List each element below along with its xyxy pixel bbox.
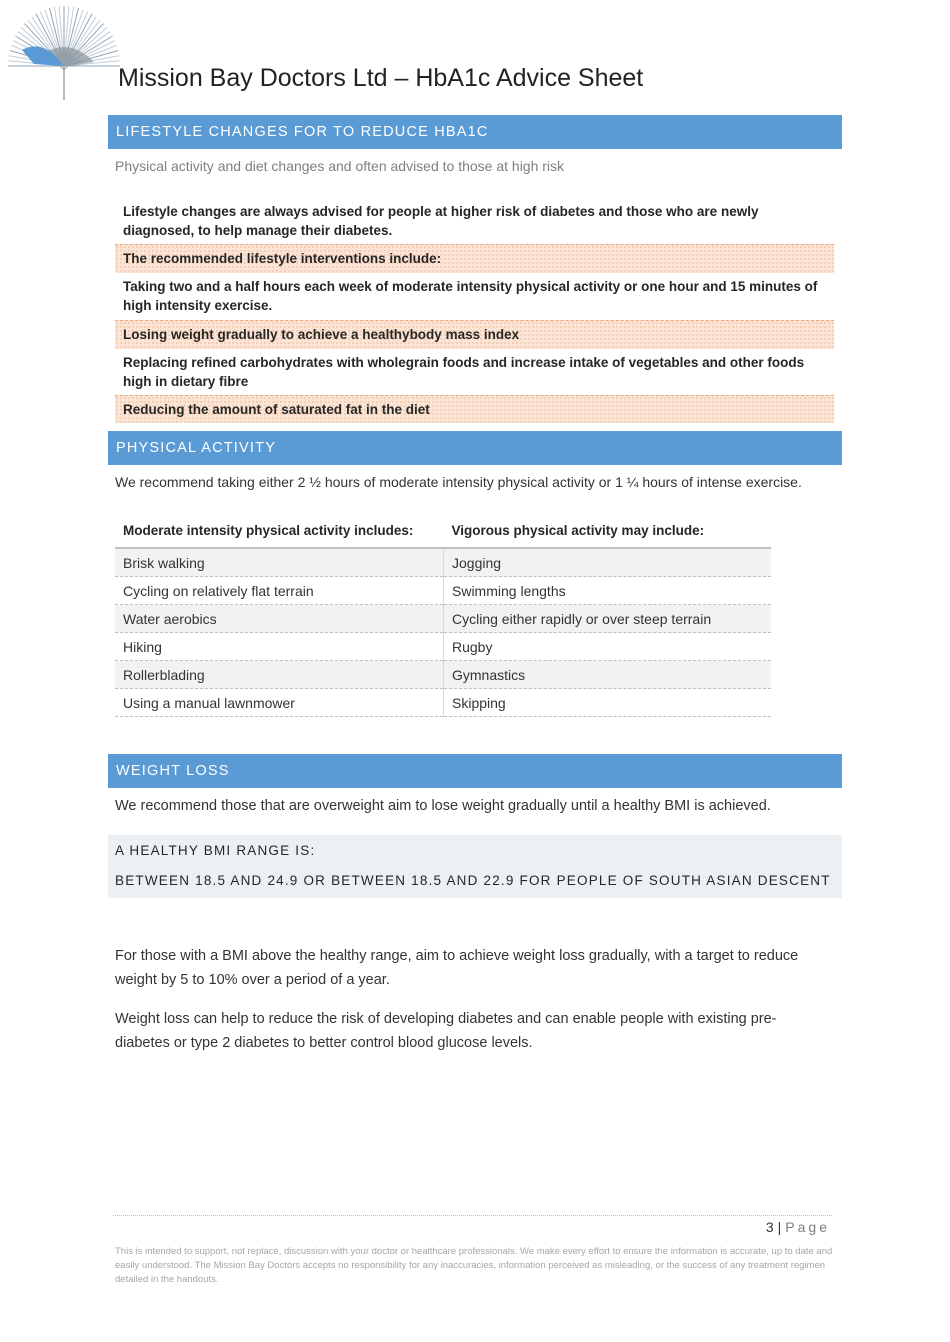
table-row [115, 689, 771, 717]
lifestyle-row: Lifestyle changes are always advised for people at higher risk of diabetes and those who are newly diagnosed, to help manage their diabetes. [115, 198, 834, 244]
section-header-lifestyle: LIFESTYLE CHANGES FOR TO REDUCE HBA1C [108, 115, 842, 149]
clinic-logo [4, 2, 124, 102]
footer-disclaimer: This is intended to support, not replace, discussion with your doctor or healthcare professionals. We make every effort to ensure the information is accurate, up to date and easily understood. The Mission Bay Doctors accepts no responsibility for any inaccuracies, information perceived as misleading, or the success of any treatment regimen detailed in the handouts. [115, 1246, 833, 1285]
moderate-cell: Hiking [115, 633, 444, 661]
table-row [115, 577, 771, 605]
vigorous-cell: Gymnastics [444, 661, 772, 689]
vigorous-cell: Cycling either rapidly or over steep terrain [444, 605, 772, 633]
table-header-row [115, 519, 771, 548]
lifestyle-list [115, 198, 834, 423]
lifestyle-row: Losing weight gradually to achieve a healthybody mass index [115, 320, 834, 349]
moderate-cell: Brisk walking [115, 548, 444, 577]
moderate-cell: Water aerobics [115, 605, 444, 633]
table-row [115, 605, 771, 633]
lifestyle-row: The recommended lifestyle interventions include: [115, 244, 834, 273]
moderate-cell: Using a manual lawnmower [115, 689, 444, 717]
weight-intro: We recommend those that are overweight aim to lose weight gradually until a healthy BMI is achieved. [115, 798, 771, 814]
vigorous-cell: Swimming lengths [444, 577, 772, 605]
page-separator: | [777, 1219, 782, 1235]
vigorous-cell: Jogging [444, 548, 772, 577]
moderate-cell: Cycling on relatively flat terrain [115, 577, 444, 605]
bmi-range: BETWEEN 18.5 AND 24.9 OR BETWEEN 18.5 AND 22.9 FOR PEOPLE OF SOUTH ASIAN DESCENT [115, 873, 831, 888]
column-header-moderate: Moderate intensity physical activity includes: [115, 519, 444, 548]
column-header-vigorous: Vigorous physical activity may include: [444, 519, 772, 548]
footer-divider [113, 1215, 832, 1216]
lifestyle-row: Replacing refined carbohydrates with wholegrain foods and increase intake of vegetables and other foods high in dietary fibre [115, 349, 834, 395]
document-title: Mission Bay Doctors Ltd – HbA1c Advice Sheet [118, 64, 644, 92]
section-header-weight: WEIGHT LOSS [108, 754, 842, 788]
physical-intro: We recommend taking either 2 ½ hours of moderate intensity physical activity or 1 ¼ hours of intense exercise. [115, 474, 802, 490]
moderate-cell: Rollerblading [115, 661, 444, 689]
activity-table [115, 519, 771, 717]
weight-paragraph-benefits: Weight loss can help to reduce the risk of developing diabetes and can enable people with existing pre-diabetes or type 2 diabetes to better control blood glucose levels. [115, 1011, 777, 1051]
bmi-title: A HEALTHY BMI RANGE IS: [115, 843, 316, 858]
lifestyle-intro: Physical activity and diet changes and often advised to those at high risk [115, 158, 565, 174]
lifestyle-row: Taking two and a half hours each week of moderate intensity physical activity or one hour and 15 minutes of high intensity exercise. [115, 273, 834, 320]
vigorous-cell: Skipping [444, 689, 772, 717]
table-row [115, 548, 771, 577]
page-number-value: 3 [765, 1219, 774, 1235]
section-header-physical: PHYSICAL ACTIVITY [108, 431, 842, 465]
page-label: Page [785, 1219, 830, 1235]
weight-paragraph-target: For those with a BMI above the healthy range, aim to achieve weight loss gradually, with a target to reduce weight by 5 to 10% over a period of a year. [115, 948, 799, 988]
page-number [766, 1219, 830, 1235]
table-row [115, 633, 771, 661]
table-row [115, 661, 771, 689]
lifestyle-row: Reducing the amount of saturated fat in the diet [115, 395, 834, 423]
vigorous-cell: Rugby [444, 633, 772, 661]
bmi-callout [108, 835, 842, 898]
